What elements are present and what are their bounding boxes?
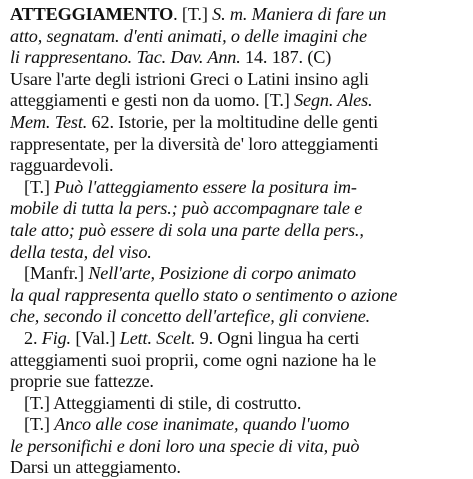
italic-text: mobile di tutta la pers.; può accompagnare tale e <box>10 198 363 219</box>
headword: ATTEGGIAMENTO <box>10 4 174 24</box>
italic-text: le personifichi e doni loro una specie di vita, può <box>10 435 360 456</box>
entry-line <box>10 4 468 26</box>
text-segment: 9. Ogni lingua ha certi <box>195 327 360 348</box>
italic-text: Può l'atteggiamento essere la positura im- <box>54 176 357 197</box>
italic-text: li rappresentano. Tac. Dav. Ann. <box>10 47 241 68</box>
text-segment: [T.] <box>24 176 55 197</box>
entry-line <box>10 198 468 220</box>
italic-text: Lett. Scelt. <box>119 327 196 348</box>
entry-line <box>10 177 468 199</box>
text-segment: atteggiamenti e gesti non da uomo. [T.] <box>10 90 295 111</box>
entry-line <box>10 371 468 393</box>
dictionary-entry <box>10 4 468 479</box>
text-segment: 62. Istorie, per la moltitudine delle genti <box>87 111 379 132</box>
text-segment: rappresentate, per la diversità de' loro atteggiamenti <box>10 133 379 154</box>
text-segment: [T.] <box>24 414 55 435</box>
entry-line <box>10 220 468 242</box>
text-segment: [Val.] <box>70 327 120 348</box>
text-segment: ragguardevoli. <box>10 155 114 176</box>
italic-text: Fig. <box>41 327 71 348</box>
entry-line <box>10 47 468 69</box>
entry-line <box>10 242 468 264</box>
italic-text: Anco alle cose inanimate, quando l'uomo <box>54 414 350 435</box>
entry-line <box>10 350 468 372</box>
text-segment: 14. 187. (C) <box>240 47 332 68</box>
entry-line <box>10 285 468 307</box>
text-segment: proprie sue fattezze. <box>10 371 154 392</box>
entry-line <box>10 328 468 350</box>
italic-text: Mem. Test. <box>10 111 88 132</box>
text-segment: [Manfr.] <box>24 263 89 284</box>
text-segment: . [T.] <box>173 4 213 24</box>
italic-text: atto, segnatam. d'enti animati, o delle imagini che <box>10 25 367 46</box>
text-segment: 2. <box>24 327 42 348</box>
entry-line <box>10 155 468 177</box>
text-segment: atteggiamenti suoi proprii, come ogni nazione ha le <box>10 349 377 370</box>
italic-text: S. m. Maniera di fare un <box>212 4 387 24</box>
entry-line <box>10 112 468 134</box>
italic-text: la qual rappresenta quello stato o sentimento o azione <box>10 284 398 305</box>
entry-line <box>10 306 468 328</box>
entry-line <box>10 457 468 479</box>
text-segment: Darsi un atteggiamento. <box>10 457 181 478</box>
italic-text: Nell'arte, Posizione di corpo animato <box>88 263 356 284</box>
text-segment: [T.] Atteggiamenti di stile, di costrutto. <box>24 392 302 413</box>
entry-line <box>10 69 468 91</box>
entry-line <box>10 26 468 48</box>
entry-line <box>10 90 468 112</box>
italic-text: tale atto; può essere di sola una parte della pers., <box>10 219 364 240</box>
italic-text: della testa, del viso. <box>10 241 152 262</box>
entry-line <box>10 263 468 285</box>
entry-line <box>10 134 468 156</box>
text-segment: Usare l'arte degli istrioni Greci o Latini insino agli <box>10 68 369 89</box>
entry-line <box>10 393 468 415</box>
entry-line <box>10 436 468 458</box>
entry-line <box>10 414 468 436</box>
italic-text: che, secondo il concetto dell'artefice, gli conviene. <box>10 306 371 327</box>
italic-text: Segn. Ales. <box>294 90 373 111</box>
